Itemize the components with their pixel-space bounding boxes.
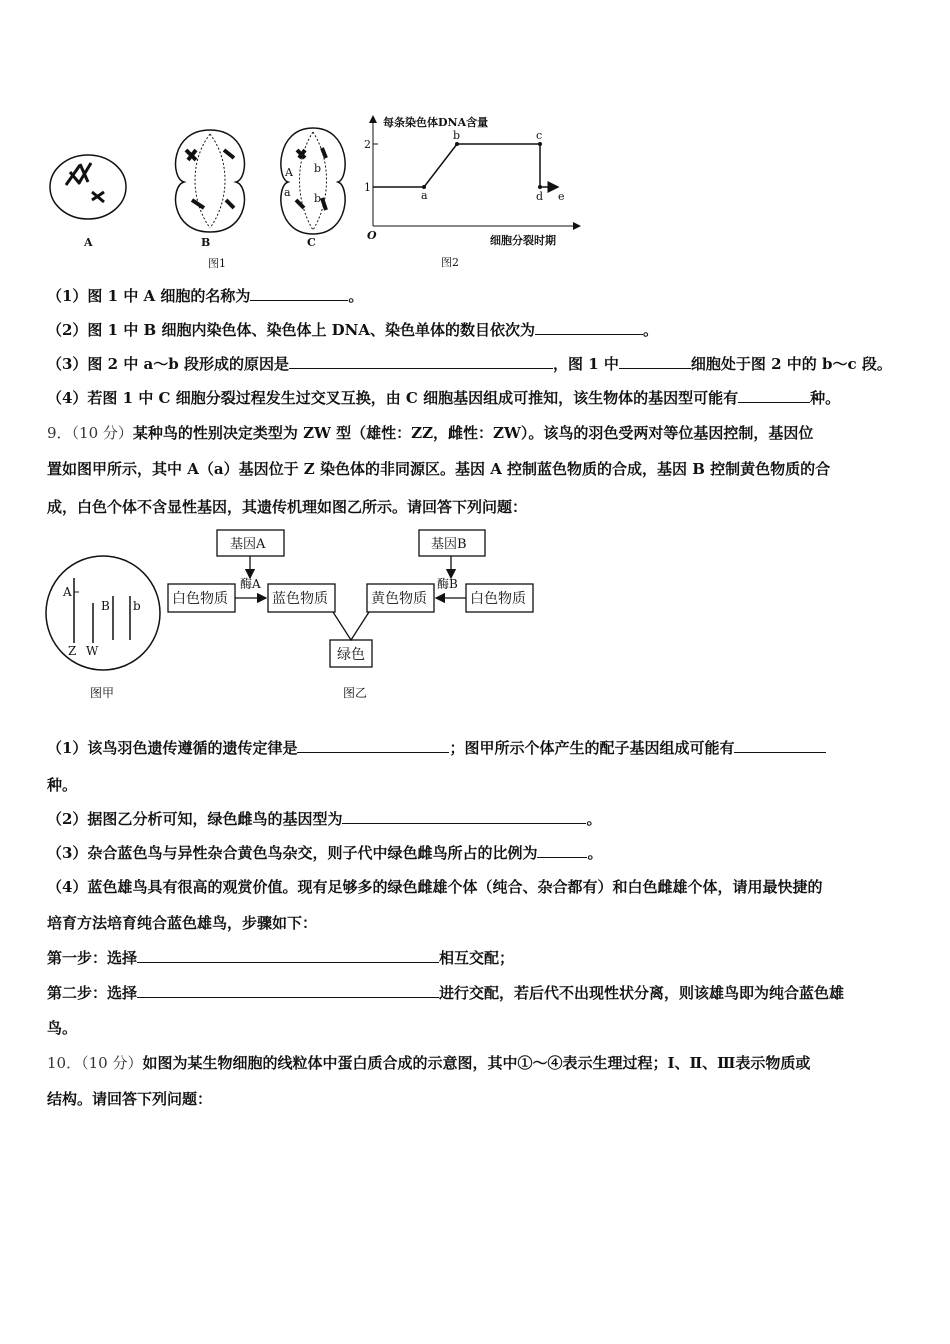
figure2-caption: 图2 [441, 256, 459, 269]
text: 某种鸟的性别决定类型为 ZW 型（雄性：ZZ，雌性：ZW）。该鸟的羽色受两对等位基因控制，基因位 [132, 424, 814, 442]
q9-step2 [47, 983, 844, 1003]
y-tick: 2 [364, 138, 371, 151]
gene-a-box: 基因A [230, 537, 266, 552]
q10-intro-line2: 结构。请回答下列问题： [47, 1090, 213, 1108]
cell-label: B [201, 236, 211, 249]
answer-blank[interactable] [734, 738, 826, 753]
figure1-cell-a [50, 155, 126, 219]
enzyme-a-label: 酶A [240, 577, 261, 591]
q9-sub4: （4）蓝色雄鸟具有很高的观赏价值。现有足够多的绿色雌雄个体（纯合、杂合都有）和白色雌雄个体，请用最快捷的 [47, 878, 823, 896]
text: ，图 1 中 [552, 355, 619, 373]
answer-blank[interactable] [619, 354, 691, 369]
text: （2）图 1 中 B 细胞内染色体、染色体上 DNA、染色单体的数目依次为 [47, 321, 536, 339]
cell-label: C [307, 236, 316, 249]
point-label: d [536, 190, 544, 203]
gene-label: b [314, 162, 322, 175]
q9-step2-cont: 鸟。 [47, 1019, 78, 1037]
gene-label: b [133, 599, 141, 613]
figure1-cell-c [281, 128, 345, 234]
text: （2）据图乙分析可知，绿色雌鸟的基因型为 [47, 810, 343, 828]
figure-jia-caption: 图甲 [90, 686, 115, 700]
figure-yi-caption: 图乙 [343, 686, 368, 700]
text: （1）图 1 中 A 细胞的名称为 [47, 287, 251, 305]
q9-intro-line2: 置如图甲所示，其中 A（a）基因位于 Z 染色体的非同源区。基因 A 控制蓝色物质的合成，基因 B 控制黄色物质的合 [47, 460, 831, 478]
chromosome-label: W [86, 644, 99, 658]
text: 进行交配，若后代不出现性状分离，则该雄鸟即为纯合蓝色雄 [439, 984, 845, 1002]
q8-sub3 [47, 354, 892, 374]
text: 。 [587, 844, 603, 862]
answer-blank[interactable] [297, 738, 449, 753]
answer-blank[interactable] [535, 320, 643, 335]
figure-jia [46, 556, 160, 670]
text: （4）若图 1 中 C 细胞分裂过程发生过交叉互换，由 C 细胞基因组成可推知，该生物体的基因型可能有 [47, 389, 739, 407]
blue-substance: 蓝色物质 [272, 591, 328, 607]
y-tick: 1 [364, 181, 371, 194]
white-substance-right: 白色物质 [470, 591, 526, 607]
green-box: 绿色 [337, 647, 365, 663]
q9-intro [47, 423, 813, 443]
y-axis-label: 每条染色体DNA含量 [383, 116, 489, 129]
q9-intro-line3: 成，白色个体不含显性基因，其遗传机理如图乙所示。请回答下列问题： [47, 498, 528, 516]
answer-blank[interactable] [289, 354, 553, 369]
figure1-caption: 图1 [208, 257, 226, 270]
origin-label: O [367, 229, 377, 242]
white-substance-left: 白色物质 [172, 591, 228, 607]
question-number: 10．（10 分） [47, 1054, 143, 1072]
answer-blank[interactable] [537, 843, 587, 858]
q9-sub3 [47, 843, 602, 863]
answer-blank[interactable] [738, 388, 810, 403]
q9-sub4-cont: 培育方法培育纯合蓝色雄鸟，步骤如下： [47, 914, 318, 932]
figure2-chart [373, 116, 580, 226]
chromosome-label: Z [68, 644, 77, 658]
text: （3）图 2 中 a～b 段形成的原因是 [47, 355, 289, 373]
text: 。 [643, 321, 659, 339]
yellow-substance: 黄色物质 [371, 591, 427, 607]
gene-label: B [101, 599, 110, 613]
text: 第二步：选择 [47, 984, 138, 1002]
text: ；图甲所示个体产生的配子基因组成可能有 [449, 739, 735, 757]
text: 细胞处于图 2 中的 b～c 段。 [690, 355, 892, 373]
q9-sub1 [47, 738, 826, 758]
cell-label: A [84, 236, 93, 249]
point-label: c [536, 129, 543, 142]
gene-label: b [314, 192, 322, 205]
answer-blank[interactable] [250, 286, 348, 301]
point-label: a [421, 189, 428, 202]
gene-label: A [63, 585, 72, 599]
text: 。 [586, 810, 602, 828]
point-label: e [558, 190, 565, 203]
gene-label: A [285, 166, 293, 179]
answer-blank[interactable] [137, 983, 439, 998]
q8-sub4 [47, 388, 840, 408]
q9-step1 [47, 948, 514, 968]
text: （3）杂合蓝色鸟与异性杂合黄色鸟杂交，则子代中绿色雌鸟所占的比例为 [47, 844, 538, 862]
figure1-cell-b [176, 130, 245, 232]
text: 种。 [810, 389, 841, 407]
q9-sub1-cont: 种。 [47, 776, 78, 794]
enzyme-b-label: 酶B [437, 577, 458, 591]
answer-blank[interactable] [137, 948, 439, 963]
answer-blank[interactable] [342, 809, 586, 824]
point-label: b [453, 129, 461, 142]
text: （1）该鸟羽色遗传遵循的遗传定律是 [47, 739, 298, 757]
gene-b-box: 基因B [431, 537, 467, 552]
q8-sub1 [47, 286, 363, 306]
gene-label: a [284, 186, 291, 199]
text: 第一步：选择 [47, 949, 138, 967]
x-axis-label: 细胞分裂时期 [490, 234, 556, 247]
text: 相互交配； [439, 949, 515, 967]
q8-sub2 [47, 320, 658, 340]
question-number: 9．（10 分） [47, 424, 133, 442]
text: 如图为某生物细胞的线粒体中蛋白质合成的示意图，其中①～④表示生理过程；Ⅰ、Ⅱ、Ⅲ表示物质或 [142, 1054, 811, 1072]
q9-sub2 [47, 809, 601, 829]
q10-intro [47, 1053, 810, 1073]
text: 。 [348, 287, 364, 305]
